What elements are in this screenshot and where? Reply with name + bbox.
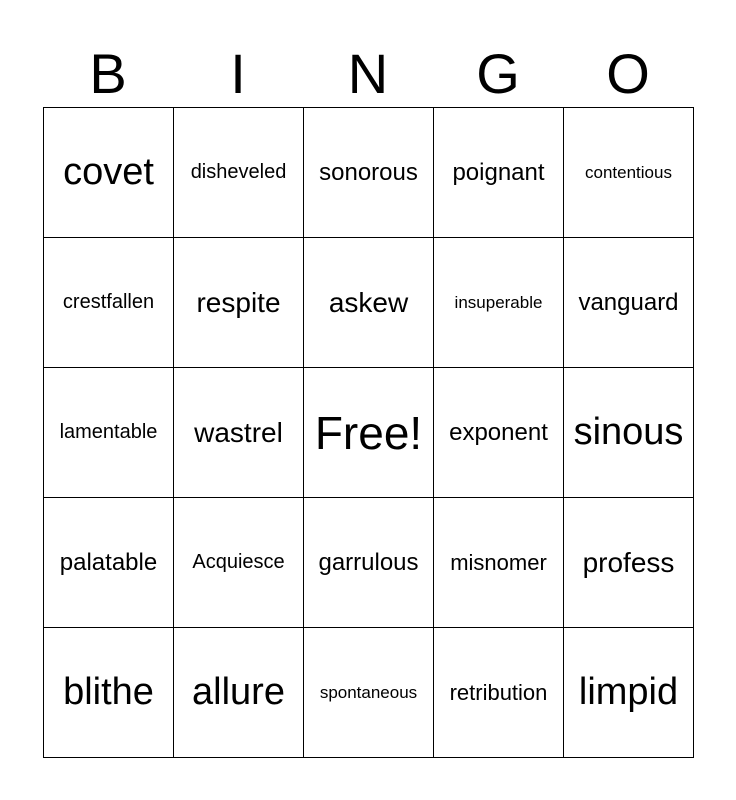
bingo-cell[interactable]: misnomer [433, 497, 564, 628]
bingo-header [43, 40, 693, 108]
bingo-cell[interactable]: respite [173, 237, 304, 368]
header-letter-b: B [89, 42, 127, 105]
bingo-cell[interactable]: garrulous [303, 497, 434, 628]
bingo-cell[interactable]: blithe [43, 627, 174, 758]
bingo-cell[interactable]: askew [303, 237, 434, 368]
bingo-cell[interactable]: profess [563, 497, 694, 628]
bingo-board [43, 107, 693, 757]
bingo-cell[interactable]: vanguard [563, 237, 694, 368]
bingo-cell[interactable]: lamentable [43, 367, 174, 498]
bingo-cell[interactable]: sinous [563, 367, 694, 498]
bingo-cell[interactable]: retribution [433, 627, 564, 758]
bingo-cell[interactable]: wastrel [173, 367, 304, 498]
header-letter-o: O [606, 42, 650, 105]
header-letter-g: G [476, 42, 520, 105]
bingo-cell[interactable]: crestfallen [43, 237, 174, 368]
bingo-cell[interactable]: limpid [563, 627, 694, 758]
header-letter-i: I [230, 42, 246, 105]
bingo-cell[interactable]: sonorous [303, 107, 434, 238]
bingo-cell[interactable]: palatable [43, 497, 174, 628]
bingo-cell[interactable]: spontaneous [303, 627, 434, 758]
bingo-cell[interactable]: insuperable [433, 237, 564, 368]
bingo-cell[interactable]: allure [173, 627, 304, 758]
bingo-cell[interactable]: Acquiesce [173, 497, 304, 628]
bingo-cell[interactable]: covet [43, 107, 174, 238]
bingo-cell[interactable]: exponent [433, 367, 564, 498]
free-space-cell[interactable]: Free! [303, 367, 434, 498]
bingo-cell[interactable]: poignant [433, 107, 564, 238]
bingo-cell[interactable]: contentious [563, 107, 694, 238]
header-letter-n: N [347, 42, 389, 105]
bingo-cell[interactable]: disheveled [173, 107, 304, 238]
